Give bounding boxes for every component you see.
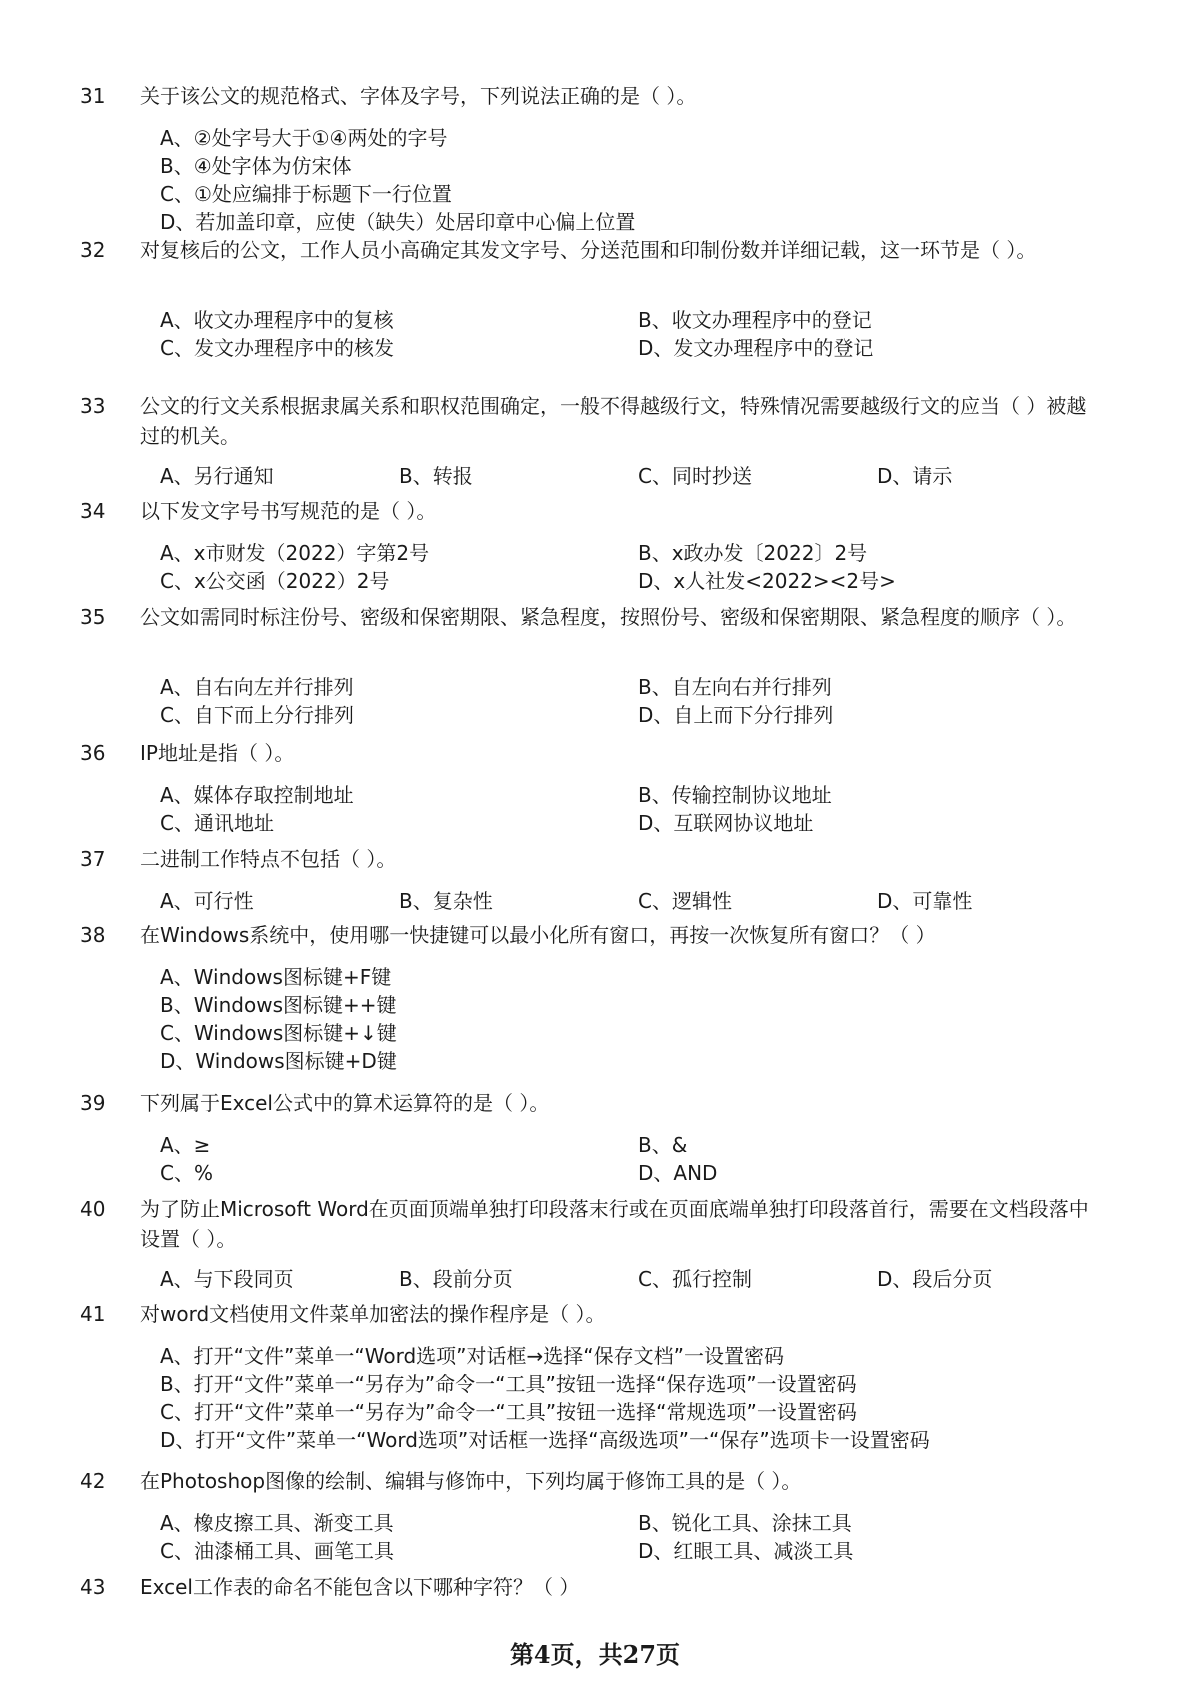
option-d: D、段后分页	[877, 1267, 993, 1291]
question-stem: 对word文档使用文件菜单加密法的操作程序是（ ）。	[140, 1302, 606, 1326]
option-c: C、自下而上分行排列	[160, 703, 354, 727]
option-c: C、通讯地址	[160, 811, 274, 835]
option-b: B、x政办发〔2022〕2号	[638, 541, 868, 565]
question-number: 43	[80, 1575, 106, 1599]
option-a: A、≥	[160, 1133, 211, 1157]
question-number: 37	[80, 847, 106, 871]
option-b: B、收文办理程序中的登记	[638, 308, 872, 332]
option-d: D、Windows图标键+D键	[160, 1049, 397, 1073]
question-stem: 公文如需同时标注份号、密级和保密期限、紧急程度，按照份号、密级和保密期限、紧急程度的顺序（ ）。	[140, 605, 1077, 629]
question-stem: 二进制工作特点不包括（ ）。	[140, 847, 397, 871]
option-a: A、x市财发（2022）字第2号	[160, 541, 430, 565]
option-c: C、打开“文件”菜单一“另存为”命令一“工具”按钮一选择“常规选项”一设置密码	[160, 1400, 857, 1424]
question-stem: 下列属于Excel公式中的算术运算符的是（ ）。	[140, 1091, 550, 1115]
option-a: A、橡皮擦工具、渐变工具	[160, 1511, 394, 1535]
question-stem: 为了防止Microsoft Word在页面顶端单独打印段落末行或在页面底端单独打印段落首行，需要在文档段落中设置（ ）。	[140, 1197, 1089, 1251]
option-c: C、x公交函（2022）2号	[160, 569, 390, 593]
option-b: B、自左向右并行排列	[638, 675, 832, 699]
question-stem: 公文的行文关系根据隶属关系和职权范围确定，一般不得越级行文，特殊情况需要越级行文的应当（ ）被越过的机关。	[140, 394, 1087, 448]
question-number: 38	[80, 923, 106, 947]
option-d: D、打开“文件”菜单一“Word选项”对话框一选择“高级选项”一“保存”选项卡一设置密码	[160, 1428, 930, 1452]
option-d: D、自上而下分行排列	[638, 703, 834, 727]
option-d: D、AND	[638, 1161, 718, 1185]
page-footer: 第4页，共27页	[509, 1640, 681, 1669]
option-d: D、请示	[877, 464, 953, 488]
question-stem: 以下发文字号书写规范的是（ ）。	[140, 499, 437, 523]
question-stem: IP地址是指（ ）。	[140, 741, 295, 765]
option-a: A、②处字号大于①④两处的字号	[160, 126, 448, 150]
option-c: C、Windows图标键+↓键	[160, 1021, 397, 1045]
question-number: 42	[80, 1469, 106, 1493]
question-stem: Excel工作表的命名不能包含以下哪种字符？（ ）	[140, 1575, 580, 1599]
question-number: 33	[80, 394, 106, 418]
option-b: B、&	[638, 1133, 688, 1157]
option-d: D、互联网协议地址	[638, 811, 814, 835]
option-d: D、x人社发<2022><2号>	[638, 569, 896, 593]
question-number: 36	[80, 741, 106, 765]
question-number: 31	[80, 84, 106, 108]
option-c: C、发文办理程序中的核发	[160, 336, 394, 360]
question-stem: 在Photoshop图像的绘制、编辑与修饰中，下列均属于修饰工具的是（ ）。	[140, 1469, 802, 1493]
option-b: B、锐化工具、涂抹工具	[638, 1511, 852, 1535]
option-c: C、孤行控制	[638, 1267, 752, 1291]
option-a: A、收文办理程序中的复核	[160, 308, 394, 332]
option-b: B、传输控制协议地址	[638, 783, 832, 807]
option-c: C、同时抄送	[638, 464, 752, 488]
option-d: D、红眼工具、减淡工具	[638, 1539, 854, 1563]
option-b: B、④处字体为仿宋体	[160, 154, 352, 178]
option-b: B、段前分页	[399, 1267, 513, 1291]
option-a: A、打开“文件”菜单一“Word选项”对话框→选择“保存文档”一设置密码	[160, 1344, 785, 1368]
option-a: A、可行性	[160, 889, 254, 913]
option-c: C、%	[160, 1161, 213, 1185]
question-number: 32	[80, 238, 106, 262]
option-d: D、可靠性	[877, 889, 973, 913]
option-a: A、自右向左并行排列	[160, 675, 354, 699]
option-c: C、①处应编排于标题下一行位置	[160, 182, 452, 206]
option-a: A、Windows图标键+F键	[160, 965, 392, 989]
option-d: D、若加盖印章，应使（缺失）处居印章中心偏上位置	[160, 210, 636, 234]
question-number: 40	[80, 1197, 106, 1221]
option-b: B、复杂性	[399, 889, 493, 913]
question-stem: 对复核后的公文，工作人员小高确定其发文字号、分送范围和印制份数并详细记载，这一环节是（ ）。	[140, 238, 1037, 262]
option-c: C、逻辑性	[638, 889, 732, 913]
question-number: 34	[80, 499, 106, 523]
question-number: 39	[80, 1091, 106, 1115]
question-number: 41	[80, 1302, 106, 1326]
option-c: C、油漆桶工具、画笔工具	[160, 1539, 394, 1563]
option-a: A、另行通知	[160, 464, 274, 488]
question-stem: 在Windows系统中，使用哪一快捷键可以最小化所有窗口，再按一次恢复所有窗口？（ ）	[140, 923, 936, 947]
option-b: B、Windows图标键++键	[160, 993, 397, 1017]
option-d: D、发文办理程序中的登记	[638, 336, 874, 360]
option-b: B、转报	[399, 464, 473, 488]
option-a: A、媒体存取控制地址	[160, 783, 354, 807]
question-number: 35	[80, 605, 106, 629]
question-stem: 关于该公文的规范格式、字体及字号，下列说法正确的是（ ）。	[140, 84, 697, 108]
option-b: B、打开“文件”菜单一“另存为”命令一“工具”按钮一选择“保存选项”一设置密码	[160, 1372, 857, 1396]
option-a: A、与下段同页	[160, 1267, 294, 1291]
